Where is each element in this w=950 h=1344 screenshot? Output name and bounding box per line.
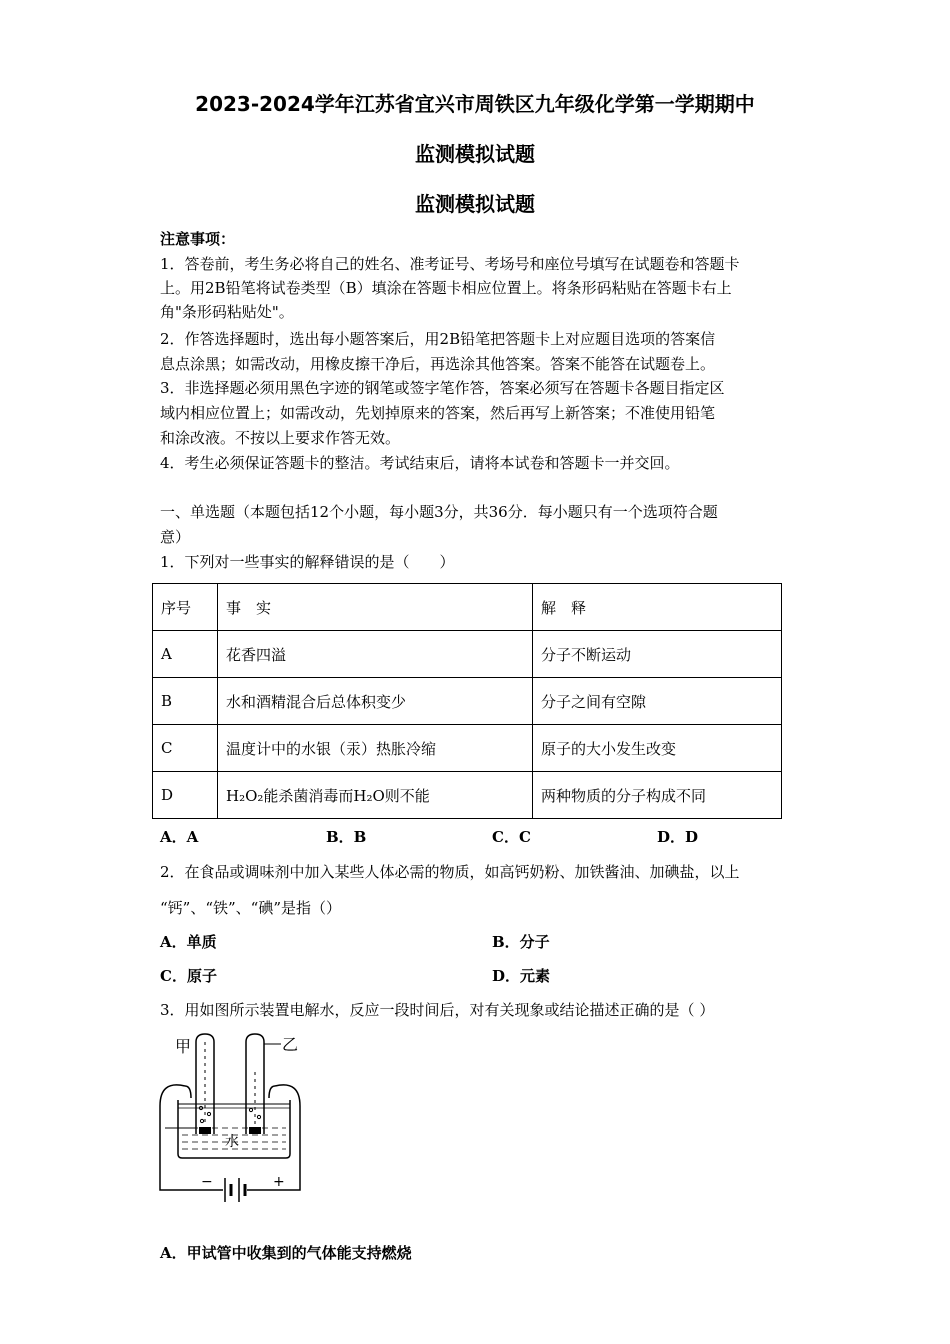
- figure-label-left-tube: 甲: [175, 1037, 192, 1056]
- q1-option-d: D．D: [657, 828, 699, 846]
- q1-option-c: C．C: [492, 828, 531, 846]
- notice-line: 域内相应位置上；如需改动，先划掉原来的答案，然后再写上新答案；不准使用铅笔: [160, 404, 716, 422]
- q2-option-c: C．原子: [160, 967, 217, 985]
- question-2-stem: “钙”、“铁”、“碘”是指（）: [160, 899, 342, 917]
- notice-line: 4．考生必须保证答题卡的整洁。考试结束后，请将本试卷和答题卡一并交回。: [160, 454, 680, 472]
- notice-heading: 注意事项：: [160, 230, 236, 248]
- q1-option-b: B．B: [326, 828, 367, 846]
- q3-option-a: A．甲试管中收集到的气体能支持燃烧: [160, 1244, 412, 1262]
- figure-label-positive: +: [273, 1174, 285, 1190]
- section-heading: 一、单选题（本题包括12个小题，每小题3分，共36分．每小题只有一个选项符合题: [160, 503, 718, 521]
- q1-option-a: A．A: [160, 828, 199, 846]
- table-cell: 水和酒精混合后总体积变少: [218, 678, 533, 725]
- notice-line: 角"条形码粘贴处"。: [160, 303, 294, 321]
- exam-title-line1: 2023-2024学年江苏省宜兴市周铁区九年级化学第一学期期中: [195, 92, 755, 116]
- figure-label-right-tube: 乙: [282, 1035, 299, 1054]
- table-row: [153, 772, 782, 819]
- table-cell: 分子之间有空隙: [533, 678, 782, 725]
- table-header-cell: 解 释: [533, 584, 782, 631]
- q2-option-b: B．分子: [492, 933, 550, 951]
- table-cell: C: [153, 725, 218, 772]
- table-cell: H₂O₂能杀菌消毒而H₂O则不能: [218, 772, 533, 819]
- table-cell: A: [153, 631, 218, 678]
- notice-line: 2．作答选择题时，选出每小题答案后，用2B铅笔把答题卡上对应题目选项的答案信: [160, 330, 716, 348]
- table-cell: D: [153, 772, 218, 819]
- question-3-stem: 3．用如图所示装置电解水，反应一段时间后，对有关现象或结论描述正确的是（ ）: [160, 1001, 715, 1019]
- table-header-cell: 事 实: [218, 584, 533, 631]
- figure-label-negative: −: [201, 1174, 213, 1190]
- question-1-stem: 1．下列对一些事实的解释错误的是（ ）: [160, 553, 455, 571]
- exam-title-line2: 监测模拟试题: [415, 142, 535, 166]
- table-header-row: [153, 584, 782, 631]
- question-2-stem: 2．在食品或调味剂中加入某些人体必需的物质，如高钙奶粉、加铁酱油、加碘盐，以上: [160, 863, 740, 881]
- electrolysis-apparatus-figure: [155, 1028, 315, 1218]
- table-header-cell: 序号: [153, 584, 218, 631]
- table-cell: 两种物质的分子构成不同: [533, 772, 782, 819]
- table-cell: 花香四溢: [218, 631, 533, 678]
- table-cell: B: [153, 678, 218, 725]
- figure-label-water: 水: [225, 1134, 239, 1150]
- table-row: [153, 725, 782, 772]
- notice-line: 息点涂黑；如需改动，用橡皮擦干净后，再选涂其他答案。答案不能答在试题卷上。: [160, 355, 716, 373]
- q2-option-a: A．单质: [160, 933, 217, 951]
- table-row: [153, 631, 782, 678]
- notice-line: 和涂改液。不按以上要求作答无效。: [160, 429, 401, 447]
- table-cell: 原子的大小发生改变: [533, 725, 782, 772]
- table-row: [153, 678, 782, 725]
- table-cell: 温度计中的水银（汞）热胀冷缩: [218, 725, 533, 772]
- question-1-table: [152, 583, 782, 819]
- section-heading: 意）: [160, 528, 191, 546]
- q2-option-d: D．元素: [492, 967, 551, 985]
- notice-line: 1．答卷前，考生务必将自己的姓名、准考证号、考场号和座位号填写在试题卷和答题卡: [160, 255, 740, 273]
- notice-line: 3．非选择题必须用黑色字迹的钢笔或签字笔作答，答案必须写在答题卡各题目指定区: [160, 379, 725, 397]
- notice-line: 上。用2B铅笔将试卷类型（B）填涂在答题卡相应位置上。将条形码粘贴在答题卡右上: [160, 279, 732, 297]
- exam-title-line3: 监测模拟试题: [415, 192, 535, 216]
- table-cell: 分子不断运动: [533, 631, 782, 678]
